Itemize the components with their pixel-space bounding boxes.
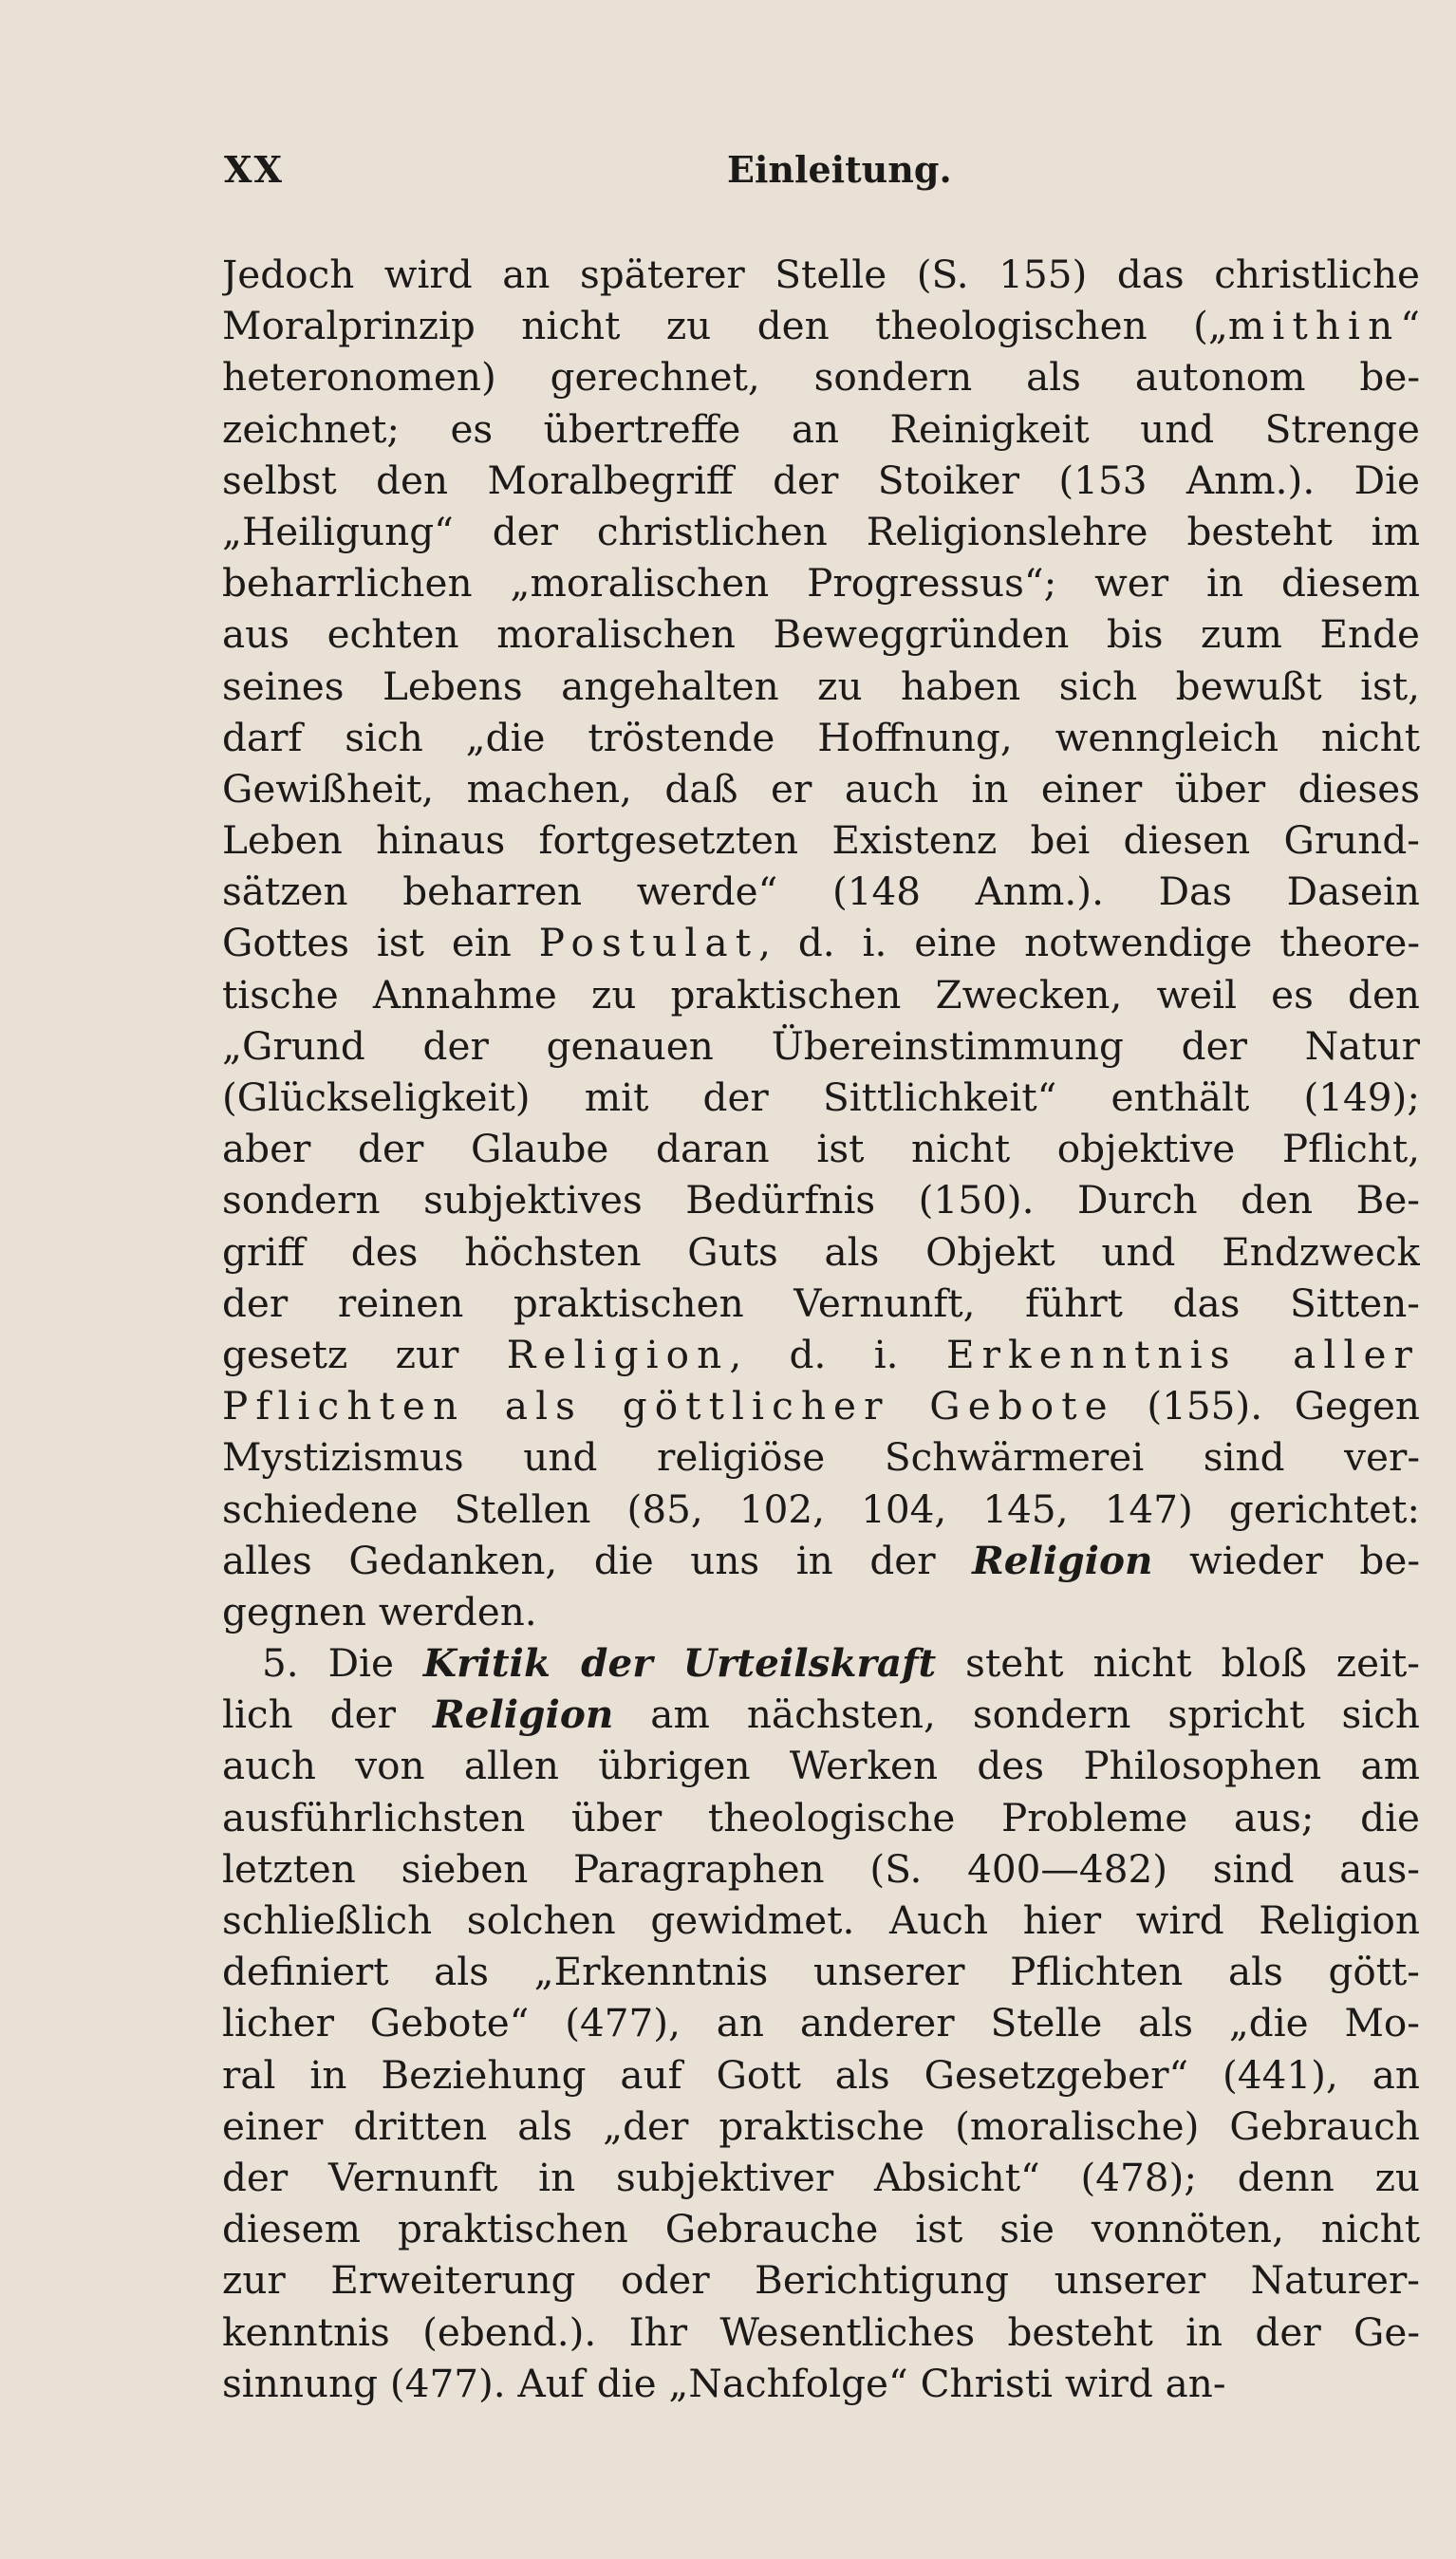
text-segment: sätzen beharren werde“ (148 Anm.). Das Dasein bbox=[222, 869, 1420, 915]
text-segment: steht nicht bloß zeit- bbox=[936, 1640, 1420, 1687]
text-line bbox=[222, 917, 1420, 968]
text-line bbox=[222, 1535, 1420, 1586]
text-segment: (Glückseligkeit) mit der Sittlichkeit“ enthält (149); bbox=[222, 1074, 1420, 1120]
text-segment: aber der Glaube daran ist nicht objektive Pflicht, bbox=[222, 1126, 1420, 1172]
text-line bbox=[222, 1895, 1420, 1946]
text-line bbox=[222, 2152, 1420, 2203]
text-line bbox=[222, 1278, 1420, 1329]
text-line bbox=[222, 1792, 1420, 1843]
text-line bbox=[222, 1123, 1420, 1174]
spaced-emphasis-text: Erkenntnis aller bbox=[945, 1331, 1420, 1377]
text-line bbox=[222, 1740, 1420, 1791]
italic-text: Religion bbox=[432, 1691, 614, 1738]
text-line bbox=[222, 1329, 1420, 1380]
text-segment: Leben hinaus fortgesetzten Existenz bei diesen Grund- bbox=[222, 817, 1420, 864]
text-line bbox=[222, 1174, 1420, 1225]
spaced-emphasis-text: Postulat bbox=[538, 920, 759, 966]
text-line bbox=[222, 455, 1420, 506]
text-line bbox=[222, 2203, 1420, 2254]
text-segment: tische Annahme zu praktischen Zwecken, weil es den bbox=[222, 971, 1420, 1018]
text-segment: Gewißheit, machen, daß er auch in einer über dieses bbox=[222, 765, 1420, 812]
text-segment: ausführlichsten über theologische Probleme aus; die bbox=[222, 1794, 1420, 1840]
text-segment: definiert als „Erkenntnis unserer Pflichten als gött- bbox=[222, 1949, 1420, 1995]
text-segment: letzten sieben Paragraphen (S. 400—482) sind aus- bbox=[222, 1845, 1420, 1892]
text-segment: alles Gedanken, die uns in der bbox=[222, 1537, 973, 1583]
page-header bbox=[224, 148, 1428, 205]
text-line bbox=[222, 403, 1420, 455]
text-segment: zur Erweiterung oder Berichtigung unserer Naturer- bbox=[222, 2257, 1420, 2304]
text-segment: griff des höchsten Guts als Objekt und Endzweck bbox=[222, 1228, 1420, 1275]
text-line bbox=[222, 1484, 1420, 1535]
text-segment: „Heiligung“ der christlichen Religionslehre besteht im bbox=[222, 508, 1420, 554]
text-line bbox=[222, 814, 1420, 866]
text-segment: Mystizismus und religiöse Schwärmerei sind ver- bbox=[222, 1434, 1420, 1481]
text-segment: licher Gebote“ (477), an anderer Stelle als „die Mo- bbox=[222, 2000, 1420, 2046]
text-line bbox=[222, 1946, 1420, 1997]
text-line bbox=[222, 1843, 1420, 1895]
text-line bbox=[222, 712, 1420, 763]
text-segment: gesetz zur bbox=[222, 1331, 507, 1377]
spaced-emphasis-text: Religion bbox=[506, 1331, 730, 1377]
text-line bbox=[222, 2307, 1420, 2358]
text-line bbox=[222, 351, 1420, 402]
text-line bbox=[222, 608, 1420, 660]
text-segment: 5. Die bbox=[262, 1640, 423, 1687]
text-line bbox=[222, 1020, 1420, 1072]
text-line bbox=[222, 506, 1420, 557]
spaced-emphasis-text: Pflichten als göttlicher Gebote bbox=[222, 1383, 1115, 1429]
text-segment: diesem praktischen Gebrauche ist sie vonnöten, nicht bbox=[222, 2206, 1420, 2252]
text-segment: Moralprinzip nicht zu den theologischen („ bbox=[222, 303, 1228, 349]
text-segment: schiedene Stellen (85, 102, 104, 145, 147) gerichtet: bbox=[222, 1485, 1420, 1532]
text-segment: schließlich solchen gewidmet. Auch hier wird Religion bbox=[222, 1897, 1420, 1943]
text-line bbox=[222, 661, 1420, 712]
text-segment: kenntnis (ebend.). Ihr Wesentliches besteht in der Ge- bbox=[222, 2308, 1420, 2355]
text-segment: , d. i. eine notwendige theore- bbox=[758, 920, 1420, 966]
text-line bbox=[222, 2358, 1420, 2409]
text-segment: wieder be- bbox=[1152, 1537, 1420, 1583]
text-line bbox=[222, 1997, 1420, 2048]
text-segment: (155). Gegen bbox=[1114, 1383, 1420, 1429]
text-segment: beharrlichen „moralischen Progressus“; wer in diesem bbox=[222, 560, 1420, 607]
italic-text: Religion bbox=[972, 1537, 1153, 1583]
text-segment: sinnung (477). Auf die „Nachfolge“ Christi wird an- bbox=[222, 2360, 1226, 2406]
text-segment: Jedoch wird an späterer Stelle (S. 155) das christliche bbox=[222, 252, 1420, 297]
body-text bbox=[222, 249, 1420, 2409]
text-segment: , d. i. bbox=[729, 1331, 946, 1377]
text-line bbox=[222, 1072, 1420, 1123]
text-line bbox=[222, 1380, 1420, 1431]
text-segment: sondern subjektives Bedürfnis (150). Durch den Be- bbox=[222, 1177, 1420, 1223]
page-number: XX bbox=[224, 148, 284, 191]
text-segment: ral in Beziehung auf Gott als Gesetzgeber“ (441), an bbox=[222, 2051, 1420, 2098]
text-segment: einer dritten als „der praktische (moralische) Gebrauch bbox=[222, 2102, 1420, 2149]
text-line bbox=[222, 1689, 1420, 1740]
text-line bbox=[222, 1586, 1420, 1637]
text-segment: darf sich „die tröstende Hoffnung, wenngleich nicht bbox=[222, 714, 1420, 760]
text-segment: “ bbox=[1400, 303, 1420, 349]
text-segment: der reinen praktischen Vernunft, führt das Sitten- bbox=[222, 1280, 1420, 1326]
text-line bbox=[222, 557, 1420, 608]
text-segment: selbst den Moralbegriff der Stoiker (153 Anm.). Die bbox=[222, 457, 1420, 503]
text-segment: auch von allen übrigen Werken des Philosophen am bbox=[222, 1743, 1420, 1789]
text-segment: lich der bbox=[222, 1691, 433, 1738]
text-line bbox=[222, 763, 1420, 814]
text-line bbox=[222, 2049, 1420, 2101]
text-segment: aus echten moralischen Beweggründen bis zum Ende bbox=[222, 611, 1420, 658]
text-line bbox=[222, 969, 1420, 1020]
text-line bbox=[222, 1637, 1420, 1689]
text-segment: zeichnet; es übertreffe an Reinigkeit und Strenge bbox=[222, 405, 1420, 452]
text-line bbox=[222, 866, 1420, 917]
running-title: Einleitung. bbox=[727, 148, 952, 191]
text-segment: „Grund der genauen Übereinstimmung der Natur bbox=[222, 1022, 1420, 1069]
spaced-emphasis-text: mithin bbox=[1227, 303, 1401, 349]
text-line bbox=[222, 1226, 1420, 1278]
text-line bbox=[222, 2254, 1420, 2306]
text-line bbox=[222, 300, 1420, 351]
text-segment: am nächsten, sondern spricht sich bbox=[613, 1691, 1420, 1738]
text-segment: seines Lebens angehalten zu haben sich bewußt ist, bbox=[222, 663, 1420, 709]
italic-text: Kritik der Urteilskraft bbox=[422, 1640, 937, 1687]
text-line bbox=[222, 2101, 1420, 2152]
text-segment: heteronomen) gerechnet, sondern als autonom be- bbox=[222, 354, 1420, 401]
text-line bbox=[222, 1431, 1420, 1483]
text-segment: Gottes ist ein bbox=[222, 920, 539, 966]
text-segment: gegnen werden. bbox=[222, 1588, 537, 1634]
text-line bbox=[222, 249, 1420, 300]
text-segment: der Vernunft in subjektiver Absicht“ (478); denn zu bbox=[222, 2154, 1420, 2200]
